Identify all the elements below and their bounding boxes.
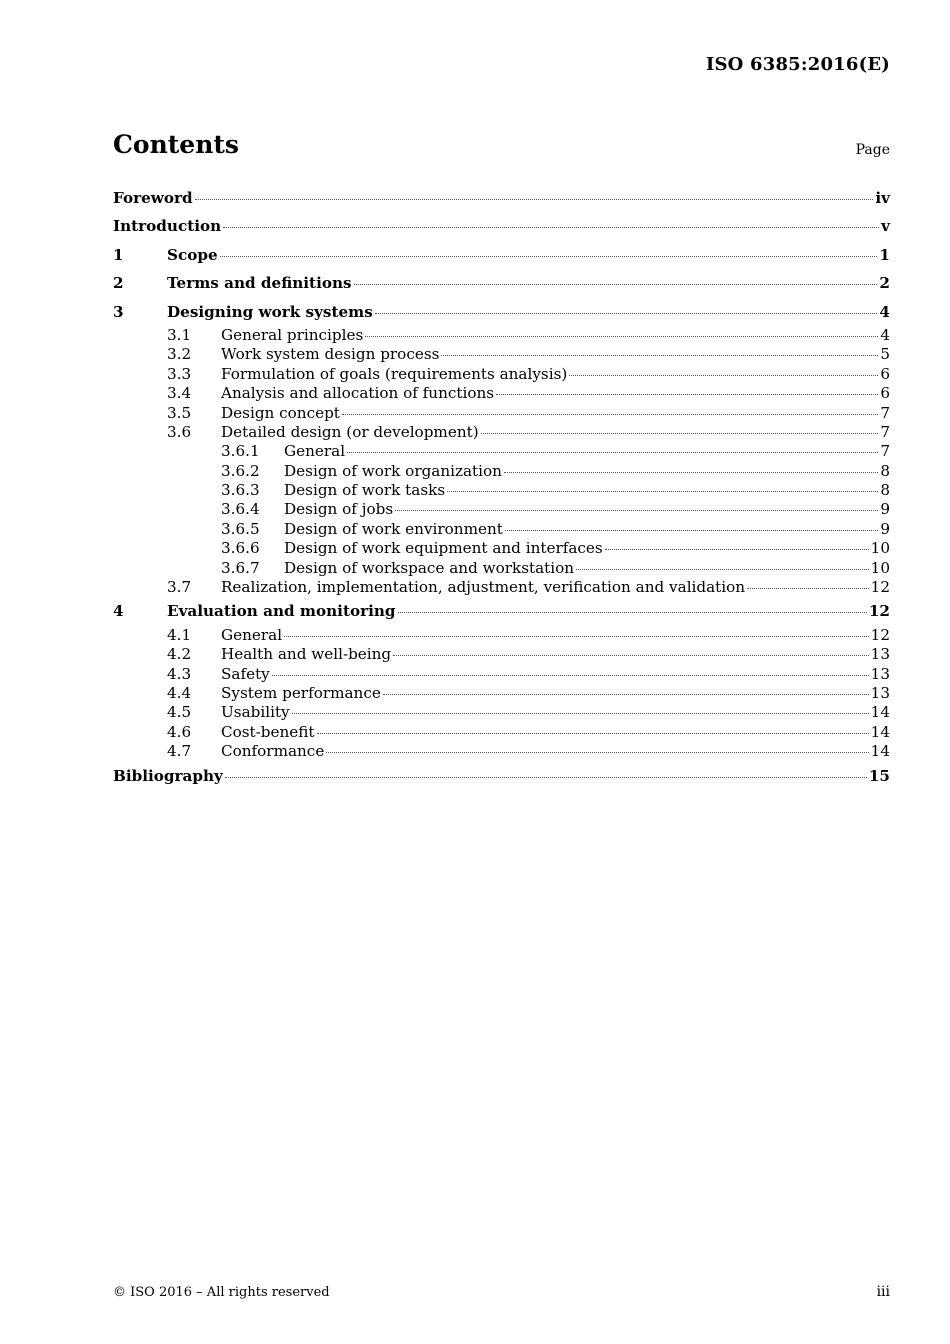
toc-entry[interactable] [113, 462, 890, 481]
toc-entry-title[interactable]: Design of work equipment and interfaces [284, 539, 603, 558]
toc-entry-title[interactable]: General principles [221, 325, 364, 344]
toc-entry-page[interactable]: 10 [870, 558, 890, 577]
dot-leader [375, 312, 878, 314]
toc-entry[interactable] [113, 326, 890, 345]
toc-entry-title[interactable]: Design of workspace and workstation [284, 558, 575, 577]
dot-leader [292, 712, 869, 714]
toc-entry[interactable] [113, 703, 890, 722]
toc-entry-number: 4.1 [167, 625, 192, 644]
toc-entry[interactable] [113, 626, 890, 645]
toc-entry[interactable] [113, 684, 890, 703]
dot-leader [576, 568, 869, 570]
toc-entry-page[interactable]: 5 [880, 345, 890, 364]
page-title: Contents [113, 130, 240, 159]
toc-entry-number: 3.5 [167, 403, 192, 422]
toc-entry[interactable] [113, 241, 890, 269]
toc-entry-page[interactable]: 9 [880, 500, 890, 519]
toc-entry-title[interactable]: Design concept [221, 403, 340, 422]
toc-entry-page[interactable]: 8 [880, 481, 890, 500]
toc-entry-page[interactable]: 4 [880, 325, 890, 344]
toc-entry-page[interactable]: 6 [880, 384, 890, 403]
dot-leader [398, 611, 867, 613]
toc-entry[interactable] [113, 345, 890, 364]
toc-entry-title[interactable]: Scope [167, 245, 218, 264]
toc-entry-number: 3.6.4 [221, 500, 260, 519]
toc-entry-page[interactable]: 12 [870, 625, 890, 644]
toc-entry-title[interactable]: Introduction [113, 217, 222, 236]
toc-entry-number: 4.6 [167, 722, 192, 741]
dot-leader [365, 335, 878, 337]
dot-leader [223, 226, 879, 228]
dot-leader [504, 471, 878, 473]
dot-leader [747, 587, 869, 589]
toc-entry[interactable] [113, 269, 890, 297]
toc-entry-title[interactable]: Design of work organization [284, 461, 502, 480]
toc-entry-page[interactable]: 8 [880, 461, 890, 480]
toc-entry[interactable] [113, 723, 890, 742]
toc-entry-title[interactable]: General [221, 625, 283, 644]
dot-leader [505, 529, 878, 531]
toc-entry[interactable] [113, 365, 890, 384]
toc-entry[interactable] [113, 665, 890, 684]
toc-entry-number: 4.3 [167, 664, 192, 683]
toc-entry[interactable] [113, 184, 890, 212]
toc-entry-page[interactable]: 6 [880, 364, 890, 383]
toc-entry[interactable] [113, 298, 890, 326]
dot-leader [220, 255, 878, 257]
toc-entry-number: 3.6.3 [221, 481, 260, 500]
dot-leader [354, 283, 878, 285]
dot-leader [395, 509, 878, 511]
toc-entry-number: 4.7 [167, 742, 192, 761]
toc-entry-number: 3 [113, 302, 124, 321]
toc-entry-page[interactable]: 9 [880, 519, 890, 538]
document-id: ISO 6385:2016(E) [705, 54, 890, 75]
dot-leader [441, 354, 878, 356]
toc-entry[interactable] [113, 384, 890, 403]
toc-entry-page[interactable]: 13 [870, 664, 890, 683]
toc-entry-number: 3.3 [167, 364, 192, 383]
toc-entry-title[interactable]: Analysis and allocation of functions [221, 384, 495, 403]
toc-entry[interactable] [113, 500, 890, 519]
toc-entry-title[interactable]: Bibliography [113, 766, 223, 785]
dot-leader [393, 654, 869, 656]
toc-entry[interactable] [113, 762, 890, 790]
dot-leader [569, 374, 878, 376]
toc-entry-number: 4.4 [167, 683, 192, 702]
toc-entry[interactable] [113, 423, 890, 442]
toc-entry-page[interactable]: 4 [879, 302, 890, 321]
toc-entry[interactable] [113, 597, 890, 625]
toc-entry-title[interactable]: Formulation of goals (requirements analysis) [221, 364, 568, 383]
page-column-label: Page [855, 142, 890, 158]
toc-entry[interactable] [113, 645, 890, 664]
toc-entry-title[interactable]: Cost-benefit [221, 722, 315, 741]
dot-leader [447, 490, 878, 492]
toc-entry-page[interactable]: 15 [868, 766, 890, 785]
dot-leader [195, 198, 874, 200]
toc-entry-page[interactable]: 13 [870, 645, 890, 664]
toc-entry-number: 4.5 [167, 703, 192, 722]
toc-entry-number: 3.2 [167, 345, 192, 364]
toc-entry-title[interactable]: Safety [221, 664, 270, 683]
toc-entry-title[interactable]: Foreword [113, 189, 193, 207]
toc-entry[interactable] [113, 404, 890, 423]
dot-leader [225, 776, 867, 778]
toc-entry-page[interactable]: 12 [870, 578, 890, 597]
table-of-contents [113, 184, 890, 790]
dot-leader [605, 548, 869, 550]
toc-entry-title[interactable]: Conformance [221, 742, 325, 761]
toc-entry-number: 3.6.5 [221, 519, 260, 538]
toc-entry-page[interactable]: 7 [880, 442, 890, 461]
toc-entry-title[interactable]: Work system design process [221, 345, 440, 364]
toc-entry-title[interactable]: Detailed design (or development) [221, 422, 479, 441]
toc-entry-number: 3.1 [167, 325, 192, 344]
toc-entry[interactable] [113, 442, 890, 461]
toc-entry-title[interactable]: Design of work environment [284, 519, 503, 538]
toc-entry-number: 3.6.1 [221, 442, 260, 461]
toc-entry[interactable] [113, 559, 890, 578]
page-number: iii [876, 1284, 890, 1300]
toc-entry-number: 3.7 [167, 578, 192, 597]
toc-entry-page[interactable]: 12 [868, 602, 890, 621]
toc-entry-number: 3.6.2 [221, 461, 260, 480]
toc-entry-page[interactable]: 1 [879, 245, 890, 264]
toc-entry-title[interactable]: Designing work systems [167, 302, 373, 321]
copyright-notice: © ISO 2016 – All rights reserved [113, 1285, 330, 1300]
toc-entry[interactable] [113, 212, 890, 240]
toc-entry-page[interactable]: 14 [870, 703, 890, 722]
toc-entry-title[interactable]: Usability [221, 703, 290, 722]
toc-entry-number: 4 [113, 602, 124, 621]
toc-entry-title[interactable]: Terms and definitions [167, 274, 352, 293]
toc-entry-title[interactable]: Design of jobs [284, 500, 394, 519]
dot-leader [317, 732, 869, 734]
toc-entry-title[interactable]: General [284, 442, 346, 461]
toc-entry[interactable] [113, 742, 890, 761]
toc-entry-number: 3.4 [167, 384, 192, 403]
toc-entry-page[interactable]: 2 [879, 274, 890, 293]
dot-leader [326, 751, 868, 753]
toc-entry-number: 1 [113, 245, 124, 264]
toc-entry-page[interactable]: 13 [870, 683, 890, 702]
toc-entry[interactable] [113, 481, 890, 500]
toc-entry-title[interactable]: Realization, implementation, adjustment, verification and validation [221, 578, 746, 597]
toc-entry[interactable] [113, 520, 890, 539]
toc-entry-title[interactable]: Health and well-being [221, 645, 392, 664]
dot-leader [347, 451, 878, 453]
toc-entry-title[interactable]: System performance [221, 683, 381, 702]
toc-entry-title[interactable]: Evaluation and monitoring [167, 602, 396, 621]
toc-entry-page[interactable]: v [881, 217, 890, 236]
toc-entry-number: 3.6.7 [221, 558, 260, 577]
toc-entry-page[interactable]: 14 [870, 742, 890, 761]
toc-entry-page[interactable]: 7 [880, 403, 890, 422]
toc-entry[interactable] [113, 578, 890, 597]
toc-entry-page[interactable]: 7 [880, 422, 890, 441]
toc-entry[interactable] [113, 539, 890, 558]
toc-entry-number: 2 [113, 274, 124, 293]
dot-leader [496, 393, 878, 395]
dot-leader [272, 674, 869, 676]
toc-entry-number: 4.2 [167, 645, 192, 664]
toc-entry-page[interactable]: 10 [870, 539, 890, 558]
dot-leader [342, 413, 878, 415]
dot-leader [284, 635, 869, 637]
dot-leader [481, 432, 879, 434]
toc-entry-page[interactable]: 14 [870, 722, 890, 741]
toc-entry-title[interactable]: Design of work tasks [284, 481, 446, 500]
toc-entry-page[interactable]: iv [875, 189, 890, 207]
toc-entry-number: 3.6 [167, 422, 192, 441]
toc-entry-number: 3.6.6 [221, 539, 260, 558]
dot-leader [383, 693, 869, 695]
